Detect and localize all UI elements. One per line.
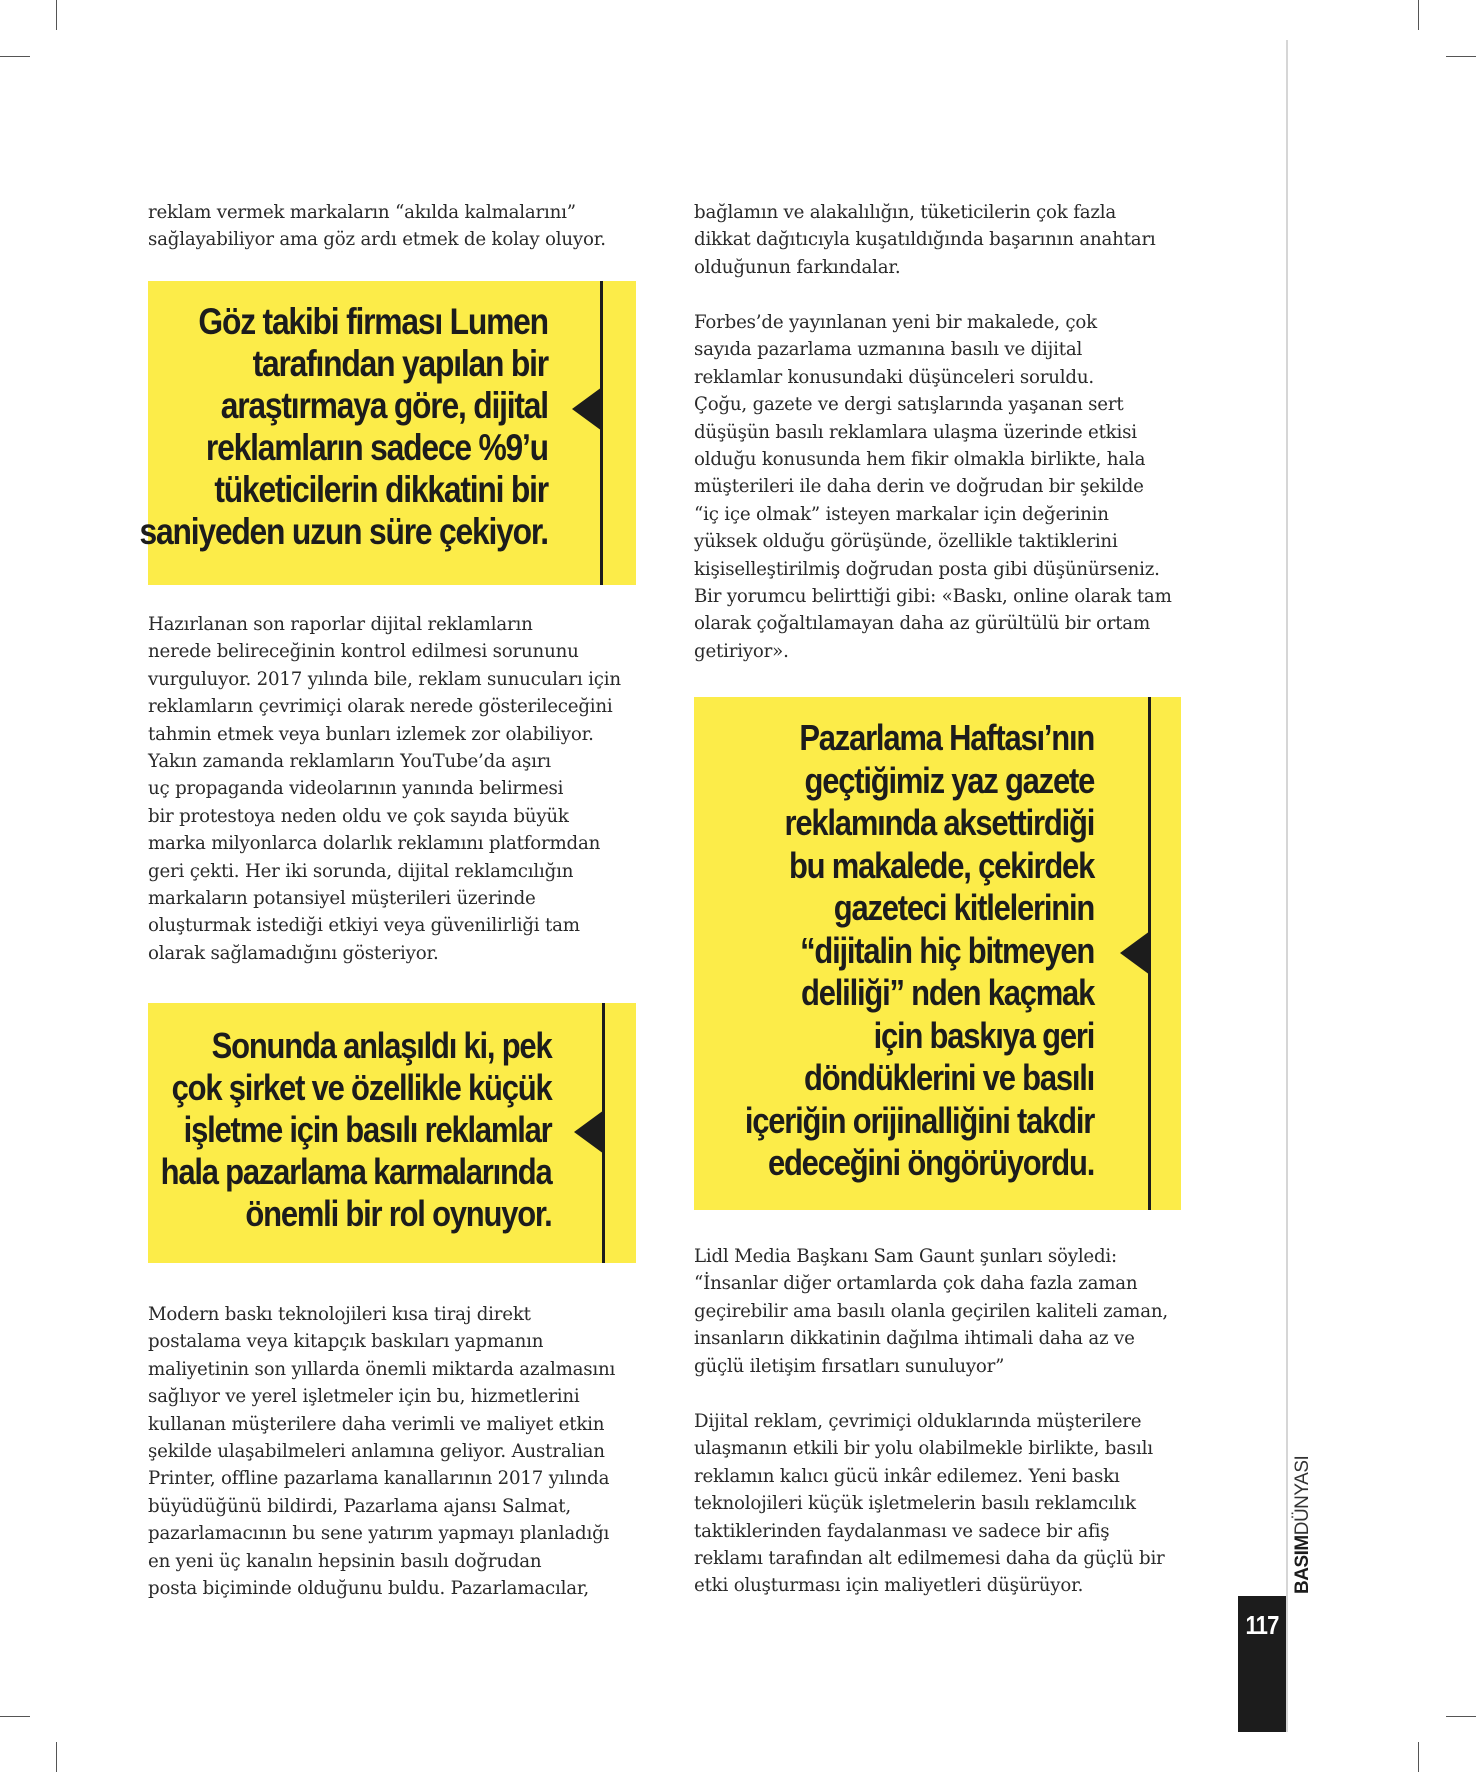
text-line: “iç içe olmak” isteyen markalar için değerinin xyxy=(694,503,1109,525)
page-number: 117 xyxy=(1245,1610,1279,1640)
brand-bold: BASIM xyxy=(1292,1535,1313,1594)
text-line: Yakın zamanda reklamların YouTube’da aşırı xyxy=(148,751,551,773)
text-line: reklamlar konusundaki düşünceleri soruldu. xyxy=(694,366,1094,388)
text-line: reklamın kalıcı gücü inkâr edilemez. Yeni baskı xyxy=(694,1465,1120,1487)
quote-rule xyxy=(600,281,603,585)
quote-arrow-icon xyxy=(1120,931,1150,975)
text-line: etki oluşturması için maliyetleri düşürüyor. xyxy=(694,1575,1084,1597)
text-line: Dijital reklam, çevrimiçi olduklarında müşterilere xyxy=(694,1411,1142,1432)
text-line: postalama veya kitapçık baskıları yapmanın xyxy=(148,1331,544,1353)
text-line: reklamı tarafından alt edilmemesi daha da güçlü bir xyxy=(694,1548,1165,1570)
quote-line: önemli bir rol oynuyor. xyxy=(244,1193,551,1234)
text-line: bir protestoya neden oldu ve çok sayıda büyük xyxy=(148,805,569,827)
crop-mark xyxy=(56,0,57,30)
text-line: geri çekti. Her iki sorunda, dijital reklamcılığın xyxy=(148,860,574,882)
pull-quote-1 xyxy=(139,281,636,585)
quote-arrow-icon xyxy=(572,387,602,431)
quote-line: deliliği” nden kaçmak xyxy=(800,972,1094,1013)
magazine-brand xyxy=(1292,1456,1314,1594)
text-line: yüksek olduğu görüşünde, özellikle taktiklerini xyxy=(694,531,1118,553)
quote-line: gazeteci kitlelerinin xyxy=(833,887,1094,928)
left-paragraph-2 xyxy=(148,611,621,967)
text-line: reklamların çevrimiçi olarak nerede gösterileceğini xyxy=(148,696,613,718)
pull-quote-3 xyxy=(694,697,1181,1210)
crop-mark xyxy=(56,1742,57,1772)
quote-line: reklamında aksettirdiği xyxy=(784,802,1094,843)
text-line: güçlü iletişim fırsatları sunuluyor” xyxy=(694,1355,1005,1377)
text-line: posta biçiminde olduğunu buldu. Pazarlamacılar, xyxy=(148,1578,589,1600)
text-line: dikkat dağıtıcıyla kuşatıldığında başarının anahtarı xyxy=(694,229,1156,251)
quote-line: işletme için basılı reklamlar xyxy=(183,1109,551,1150)
text-line: müşterileri ile daha derin ve doğrudan bir şekilde xyxy=(694,476,1144,498)
text-line: vurguluyor. 2017 yılında bile, reklam sunucuları için xyxy=(148,668,621,690)
crop-mark xyxy=(1418,0,1419,30)
right-paragraph-2 xyxy=(694,309,1172,665)
text-line: uç propaganda videolarının yanında belirmesi xyxy=(148,778,564,800)
quote-line: tarafından yapılan bir xyxy=(252,343,548,384)
text-line: Çoğu, gazete ve dergi satışlarında yaşanan sert xyxy=(694,394,1124,416)
text-line: kullanan müşterilere daha verimli ve maliyet etkin xyxy=(148,1413,605,1435)
quote-line: Pazarlama Haftası’nın xyxy=(799,717,1094,758)
pull-quote-2-text xyxy=(160,1025,551,1235)
crop-mark xyxy=(0,1716,30,1717)
pull-quote-2 xyxy=(148,1003,636,1263)
text-line: Bir yorumcu belirttiği gibi: «Baskı, online olarak tam xyxy=(694,586,1172,608)
text-line: Forbes’de yayınlanan yeni bir makalede, çok xyxy=(694,312,1097,333)
text-line: taktiklerinden faydalanması ve sadece bir afiş xyxy=(694,1520,1110,1542)
text-line: kişiselleştirilmiş doğrudan posta gibi düşünürseniz. xyxy=(694,558,1160,580)
text-line: reklam vermek markaların “akılda kalmalarını” xyxy=(148,202,576,223)
text-line: düşüşün basılı reklamlara ulaşma üzerinde etkisi xyxy=(694,421,1137,443)
text-line: bağlamın ve alakalılığın, tüketicilerin çok fazla xyxy=(694,202,1117,223)
text-line: sayıda pazarlama uzmanına basılı ve dijital xyxy=(694,339,1083,361)
page-edge-line xyxy=(1286,40,1288,1732)
quote-line: saniyeden uzun süre çekiyor. xyxy=(139,511,548,552)
quote-line: Göz takibi firması Lumen xyxy=(198,301,548,342)
quote-line: döndüklerini ve basılı xyxy=(803,1057,1094,1098)
text-line: insanların dikkatinin dağılma ihtimali daha az ve xyxy=(694,1328,1135,1350)
quote-line: içeriğin orijinalliğini takdir xyxy=(744,1099,1094,1141)
text-line: sağlıyor ve yerel işletmeler için bu, hizmetlerini xyxy=(148,1386,580,1408)
quote-arrow-icon xyxy=(574,1110,604,1154)
quote-line: edeceğini öngörüyordu. xyxy=(767,1142,1094,1183)
text-line: tahmin etmek veya bunları izlemek zor olabiliyor. xyxy=(148,723,594,745)
text-line: olarak sağlamadığını gösteriyor. xyxy=(148,942,439,964)
text-line: olduğu konusunda hem fikir olmakla birlikte, hala xyxy=(694,449,1146,471)
pull-quote-1-text xyxy=(140,301,548,553)
crop-mark xyxy=(1418,1742,1419,1772)
right-paragraph-4 xyxy=(694,1408,1165,1600)
text-line: “İnsanlar diğer ortamlarda çok daha fazla zaman xyxy=(694,1273,1138,1295)
text-line: sağlayabiliyor ama göz ardı etmek de kolay oluyor. xyxy=(148,229,606,251)
text-line: marka milyonlarca dolarlık reklamını platformdan xyxy=(148,833,601,855)
brand-light: DÜNYASI xyxy=(1292,1455,1313,1536)
text-line: olduğunun farkındalar. xyxy=(694,256,901,278)
quote-line: araştırmaya göre, dijital xyxy=(220,385,548,426)
left-paragraph-3 xyxy=(148,1301,615,1602)
text-line: teknolojileri küçük işletmelerin basılı reklamcılık xyxy=(694,1493,1136,1515)
text-line: oluşturmak istediği etkiyi veya güvenilirliği tam xyxy=(148,915,580,937)
quote-line: için baskıya geri xyxy=(873,1014,1094,1056)
text-line: Hazırlanan son raporlar dijital reklamların xyxy=(148,614,533,635)
page-number-box xyxy=(1238,1596,1286,1732)
crop-mark xyxy=(1446,56,1476,57)
pull-quote-3-text xyxy=(745,717,1094,1185)
text-line: en yeni üç kanalın hepsinin basılı doğrudan xyxy=(148,1550,542,1572)
quote-line: tüketicilerin dikkatini bir xyxy=(214,469,548,510)
crop-mark xyxy=(1446,1716,1476,1717)
text-line: büyüdüğünü bildirdi, Pazarlama ajansı Salmat, xyxy=(148,1495,571,1517)
text-line: şekilde ulaşabilmeleri anlamına geliyor. Australian xyxy=(148,1441,605,1463)
quote-line: “dijitalin hiç bitmeyen xyxy=(799,929,1094,971)
quote-line: reklamların sadece %9’u xyxy=(206,427,548,468)
text-line: ulaşmanın etkili bir yolu olabilmekle birlikte, basılı xyxy=(694,1438,1153,1460)
quote-line: çok şirket ve özellikle küçük xyxy=(171,1067,552,1108)
text-line: markaların potansiyel müşterileri üzerinde xyxy=(148,888,536,910)
text-line: nerede belireceğinin kontrol edilmesi sorununu xyxy=(148,641,579,663)
quote-line: hala pazarlama karmalarında xyxy=(160,1151,551,1192)
quote-line: bu makalede, çekirdek xyxy=(788,844,1094,886)
text-line: getiriyor». xyxy=(694,640,789,662)
text-line: Lidl Media Başkanı Sam Gaunt şunları söyledi: xyxy=(694,1246,1117,1267)
right-paragraph-3 xyxy=(694,1243,1168,1380)
left-intro-paragraph xyxy=(148,199,606,254)
text-line: geçirebilir ama basılı olanla geçirilen kaliteli zaman, xyxy=(694,1300,1168,1322)
quote-line: geçtiğimiz yaz gazete xyxy=(804,759,1094,801)
right-paragraph-1 xyxy=(694,199,1156,281)
text-line: Printer, offline pazarlama kanallarının 2017 yılında xyxy=(148,1468,610,1490)
quote-line: Sonunda anlaşıldı ki, pek xyxy=(211,1025,551,1066)
text-line: olarak çoğaltılamayan daha az gürültülü bir ortam xyxy=(694,613,1150,635)
crop-mark xyxy=(0,56,30,57)
text-line: Modern baskı teknolojileri kısa tiraj direkt xyxy=(148,1304,531,1325)
text-line: maliyetinin son yıllarda önemli miktarda azalmasını xyxy=(148,1358,616,1380)
text-line: pazarlamacının bu sene yatırım yapmayı planladığı xyxy=(148,1523,610,1545)
